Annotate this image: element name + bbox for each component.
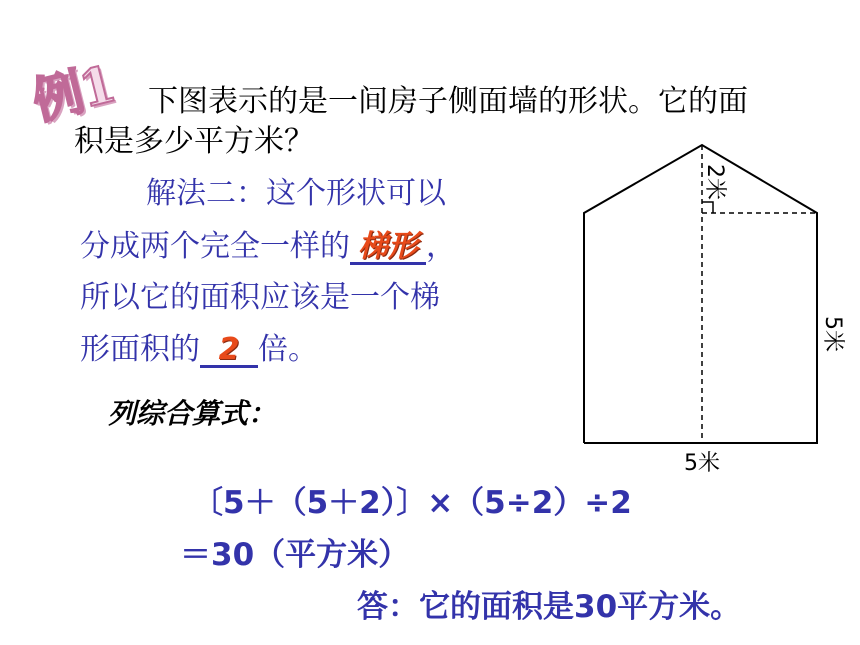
solution-line-4-text: 形面积的 <box>80 332 200 367</box>
answer-shape: 梯形 <box>358 229 418 264</box>
answer-multiple: 2 <box>218 332 240 367</box>
label-roof-height: 2米 <box>702 164 727 200</box>
solution-line-4-end: 倍。 <box>258 332 318 367</box>
calculation-line-2: ＝30（平方米） <box>180 537 410 573</box>
solution-line-1: 解法二：这个形状可以 <box>146 176 446 211</box>
question-line-1: 下图表示的是一间房子侧面墙的形状。它的面 <box>148 84 748 119</box>
solution-line-3: 所以它的面积应该是一个梯 <box>80 280 440 315</box>
solution-line-2-comma: ， <box>426 229 456 264</box>
solution-line-2-text: 分成两个完全一样的 <box>80 229 350 264</box>
question-line-2: 积是多少平方米？ <box>74 124 314 159</box>
label-wall-height: 5米 <box>820 316 845 352</box>
right-angle-marker <box>702 202 713 213</box>
calculation-line-1: 〔5＋（5＋2）〕×（5÷2）÷2 <box>192 485 632 521</box>
answer-sentence: 答：它的面积是30平方米。 <box>357 589 742 625</box>
example-badge-text: 例1 <box>26 54 120 131</box>
formula-header: 列综合算式： <box>108 397 277 430</box>
label-base-width: 5米 <box>684 451 720 476</box>
